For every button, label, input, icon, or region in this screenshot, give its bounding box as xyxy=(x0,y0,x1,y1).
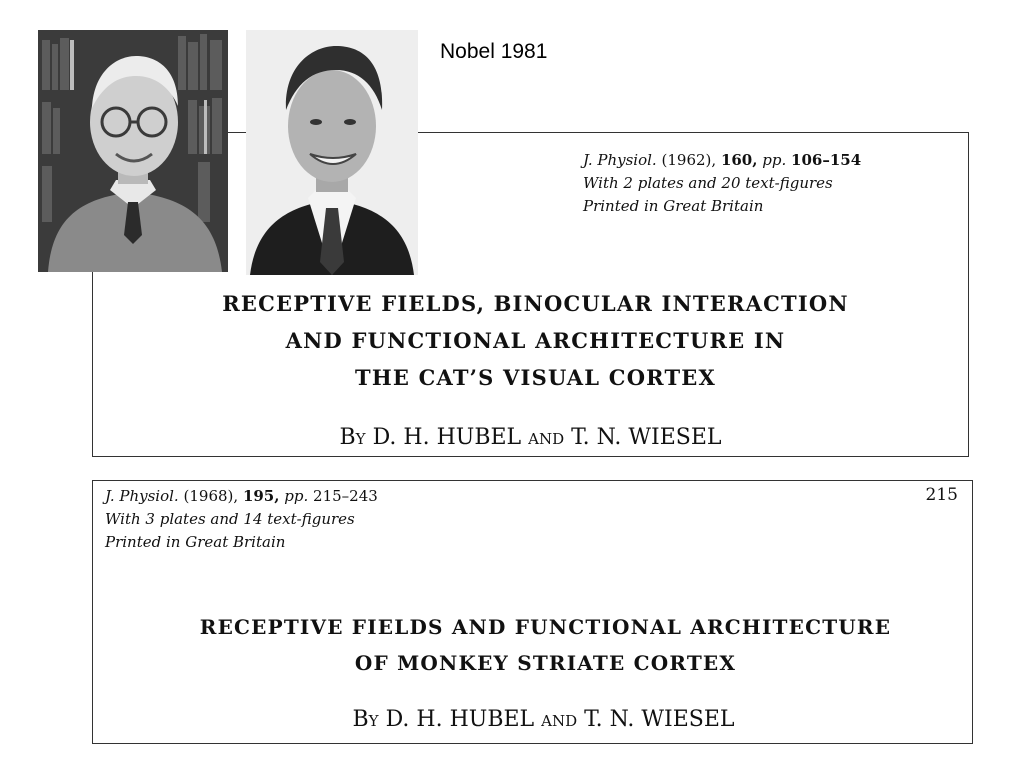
byline-and: AND xyxy=(528,430,565,448)
paper-byline xyxy=(93,707,972,732)
citation-line-journal xyxy=(105,485,378,508)
journal-volume: 195, xyxy=(242,487,280,505)
pages-prefix: pp. xyxy=(762,151,787,169)
author-hubel: D. H. HUBEL xyxy=(385,707,535,732)
author-hubel: D. H. HUBEL xyxy=(372,425,522,450)
pages-prefix: pp. xyxy=(284,487,309,505)
byline-by-rest: Y xyxy=(355,430,366,448)
journal-name: J. Physiol. xyxy=(583,151,657,169)
paper-byline xyxy=(93,425,968,450)
byline-by-rest: Y xyxy=(368,712,379,730)
title-line: OF MONKEY STRIATE CORTEX xyxy=(354,651,737,675)
byline-by-initial: B xyxy=(339,425,356,450)
portrait-photo-wiesel xyxy=(246,30,418,275)
portrait-hubel-drawing xyxy=(38,30,228,272)
nobel-caption: Nobel 1981 xyxy=(440,40,548,63)
journal-volume: 160, xyxy=(720,151,758,169)
author-wiesel: T. N. WIESEL xyxy=(584,707,735,732)
citation-line-printed: Printed in Great Britain xyxy=(105,533,286,551)
title-line: AND FUNCTIONAL ARCHITECTURE IN xyxy=(285,328,786,353)
journal-year: (1962), xyxy=(661,151,717,169)
author-wiesel: T. N. WIESEL xyxy=(571,425,722,450)
paper-title xyxy=(93,285,968,396)
paper-header-1968 xyxy=(92,480,973,744)
citation-line-plates: With 2 plates and 20 text-figures xyxy=(583,174,833,192)
citation-line-plates: With 3 plates and 14 text-figures xyxy=(105,510,355,528)
journal-year: (1968), xyxy=(183,487,239,505)
paper-title xyxy=(93,609,972,681)
journal-name: J. Physiol. xyxy=(105,487,179,505)
journal-citation xyxy=(105,485,378,554)
title-line: RECEPTIVE FIELDS AND FUNCTIONAL ARCHITECTURE xyxy=(199,615,892,639)
journal-citation xyxy=(583,149,861,218)
journal-pages: 106–154 xyxy=(791,151,862,169)
portrait-photo-hubel xyxy=(38,30,228,272)
title-line: RECEPTIVE FIELDS, BINOCULAR INTERACTION xyxy=(222,291,849,316)
journal-pages: 215–243 xyxy=(313,487,378,505)
portrait-wiesel-drawing xyxy=(246,30,418,275)
citation-line-journal xyxy=(583,149,861,172)
citation-line-printed: Printed in Great Britain xyxy=(583,197,764,215)
title-line: THE CAT’S VISUAL CORTEX xyxy=(355,365,716,390)
byline-and: AND xyxy=(541,712,578,730)
page-number: 215 xyxy=(925,485,958,505)
byline-by-initial: B xyxy=(352,707,369,732)
